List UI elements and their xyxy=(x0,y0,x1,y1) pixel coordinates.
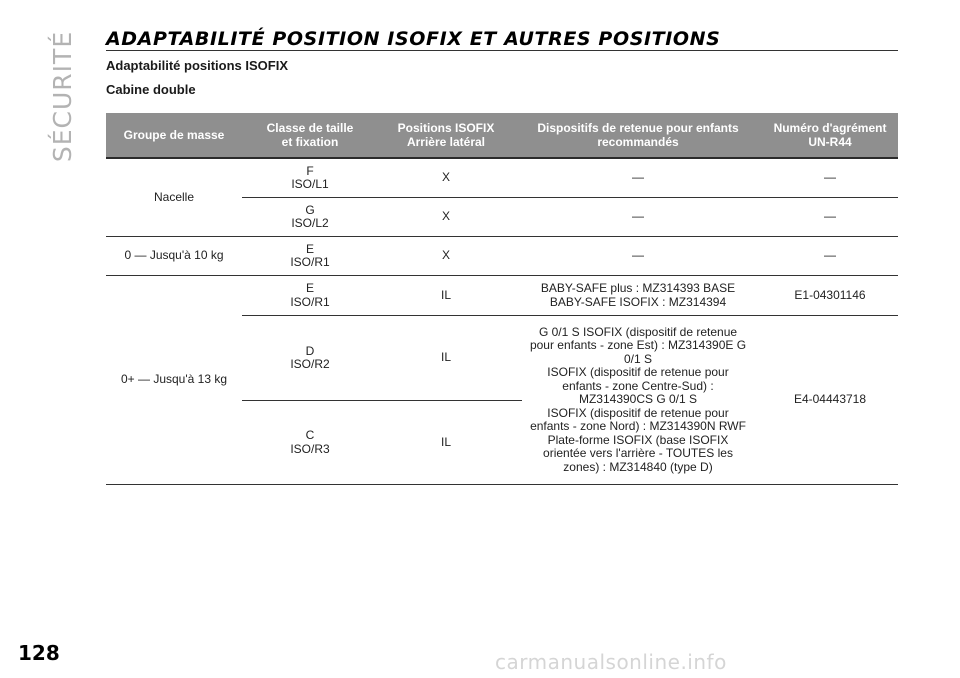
group-nacelle: Nacelle xyxy=(153,189,195,204)
rule-row3 xyxy=(106,275,898,276)
group-0plus-13kg: 0+ — Jusqu'à 13 kg xyxy=(120,372,228,387)
header-size-class: Classe de taille et fixation xyxy=(266,121,354,149)
row1-position: X xyxy=(441,170,450,185)
row1-devices: — xyxy=(632,170,644,185)
row6-size: C ISO/R3 xyxy=(290,428,330,456)
subtitle: Adaptabilité positions ISOFIX xyxy=(106,58,289,73)
title-rule xyxy=(106,50,898,51)
row4-approval: E1-04301146 xyxy=(794,287,866,302)
header-isofix-positions: Positions ISOFIX Arrière latéral xyxy=(397,121,495,149)
rule-row5 xyxy=(242,400,522,401)
row1-size: F ISO/L1 xyxy=(291,163,329,191)
row4-size: E ISO/R1 xyxy=(290,281,330,309)
row5-position: IL xyxy=(440,350,451,365)
rule-table-bottom xyxy=(106,484,898,485)
row3-size: E ISO/R1 xyxy=(290,241,330,269)
header-restraint-devices: Dispositifs de retenue pour enfants recommandés xyxy=(537,121,739,149)
watermark: carmanualsonline.info xyxy=(495,650,727,674)
page-number: 128 xyxy=(18,641,60,665)
row5-size: D ISO/R2 xyxy=(290,343,330,371)
merged-approval: E4-04443718 xyxy=(793,392,867,407)
rule-row1 xyxy=(242,197,898,198)
page-title: ADAPTABILITÉ POSITION ISOFIX ET AUTRES POSITIONS xyxy=(106,28,721,50)
row2-approval: — xyxy=(824,209,836,224)
row2-position: X xyxy=(441,209,450,224)
row2-size: G ISO/L2 xyxy=(291,202,329,230)
row1-approval: — xyxy=(824,170,836,185)
group-0-10kg: 0 — Jusqu'à 10 kg xyxy=(124,248,224,263)
merged-devices: G 0/1 S ISOFIX (dispositif de retenue pour enfants - zone Est) : MZ314390E G 0/1 S ISOFIX (dispositif de retenue pour enfants - zone Centre-Sud) : MZ314390CS G 0/1 S ISOFIX (dispositif de retenue pour enfants - zone Nord) : MZ314390N RWF Plate-forme ISOFIX (base ISOFIX orientée vers l'arrière - TOUTES les zones) : MZ314840 (type D) xyxy=(529,324,747,474)
row6-position: IL xyxy=(440,434,451,449)
row3-approval: — xyxy=(824,248,836,263)
row4-position: IL xyxy=(440,287,451,302)
row4-devices: BABY-SAFE plus : MZ314393 BASE BABY-SAFE ISOFIX : MZ314394 xyxy=(540,281,736,309)
row2-devices: — xyxy=(632,209,644,224)
section-label-text: SÉCURITÉ xyxy=(48,30,78,162)
row3-position: X xyxy=(441,248,450,263)
header-mass-group: Groupe de masse xyxy=(123,128,225,142)
rule-row2 xyxy=(106,236,898,237)
section-side-label xyxy=(40,30,86,162)
row3-devices: — xyxy=(632,248,644,263)
subtitle-cabin: Cabine double xyxy=(106,82,196,97)
rule-row4 xyxy=(242,315,898,316)
header-approval-number: Numéro d'agrément UN-R44 xyxy=(773,121,887,149)
